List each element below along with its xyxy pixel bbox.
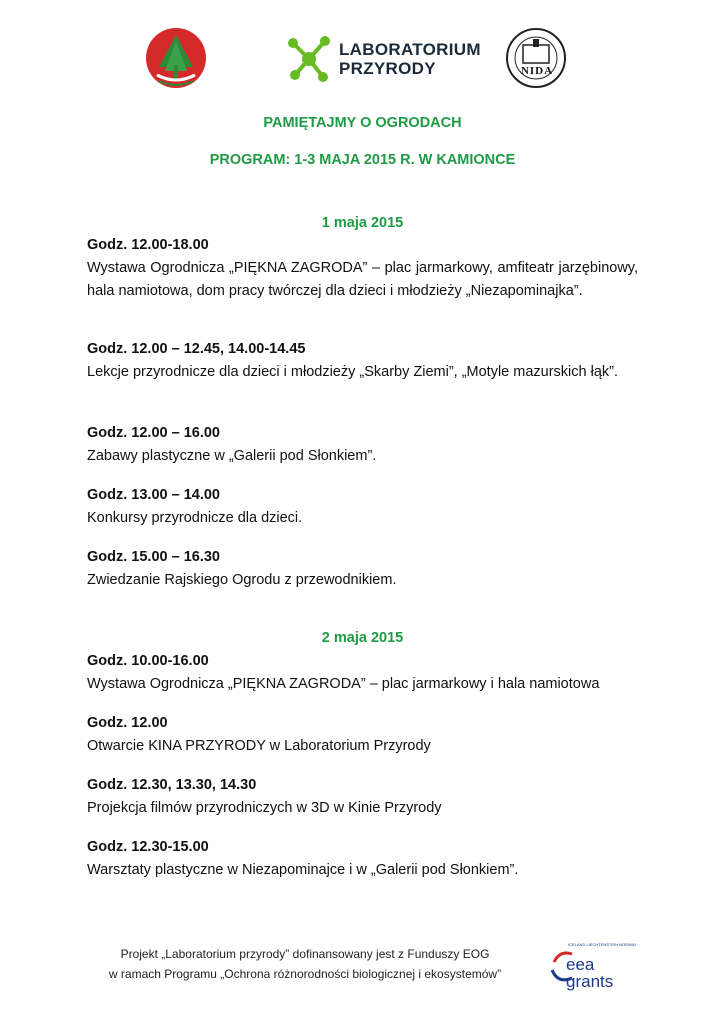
program-entry xyxy=(87,774,638,820)
entry-time: Godz. 10.00-16.00 xyxy=(87,653,209,669)
eea-word: eea xyxy=(566,955,595,974)
grants-word: grants xyxy=(566,972,614,991)
entry-description: Zabawy plastyczne w „Galerii pod Słonkiem”. xyxy=(87,448,377,464)
entry-description: Konkursy przyrodnicze dla dzieci. xyxy=(87,510,303,526)
entry-time: Godz. 12.30-15.00 xyxy=(87,839,209,855)
program-entry xyxy=(87,484,638,530)
eea-grants-logo xyxy=(548,940,637,991)
entry-time: Godz. 12.30, 13.30, 14.30 xyxy=(87,777,257,793)
program-subtitle: PROGRAM: 1-3 MAJA 2015 R. W KAMIONCE xyxy=(209,152,516,168)
entry-description: Wystawa Ogrodnicza „PIĘKNA ZAGRODA” – plac jarmarkowy, amfiteatr jarzębinowy, hala namiotowa, dom pracy twórczej dla dzieci i młodzieży „Niezapominajka”. xyxy=(87,260,638,299)
logo-line-1: LABORATORIUM xyxy=(339,40,481,59)
footer-note xyxy=(90,944,520,984)
program-entry xyxy=(87,546,638,592)
entry-description: Lekcje przyrodnicze dla dzieci i młodzieży „Skarby Ziemi”, „Motyle mazurskich łąk”. xyxy=(87,364,619,380)
program-entry xyxy=(87,422,638,468)
entry-description: Projekcja filmów przyrodniczych w 3D w Kinie Przyrody xyxy=(87,800,442,816)
program-entry xyxy=(87,234,638,303)
program-entry xyxy=(87,836,638,882)
entry-time: Godz. 12.00 – 16.00 xyxy=(87,425,220,441)
entry-description: Zwiedzanie Rajskiego Ogrodu z przewodnikiem. xyxy=(87,572,397,588)
page-title: PAMIĘTAJMY O OGRODACH xyxy=(263,115,462,131)
nida-label: NIDA xyxy=(520,65,554,77)
entry-description: Otwarcie KINA PRZYRODY w Laboratorium Przyrody xyxy=(87,738,431,754)
day-heading: 2 maja 2015 xyxy=(321,630,404,646)
entry-time: Godz. 12.00 – 12.45, 14.00-14.45 xyxy=(87,341,306,357)
nida-foundation-logo xyxy=(505,27,567,89)
entry-time: Godz. 15.00 – 16.30 xyxy=(87,549,220,565)
entry-time: Godz. 12.00 xyxy=(87,715,168,731)
entry-time: Godz. 12.00-18.00 xyxy=(87,237,209,253)
entry-description: Warsztaty plastyczne w Niezapominajce i w „Galerii pod Słonkiem”. xyxy=(87,862,519,878)
footer-line-2: w ramach Programu „Ochrona różnorodności biologicznej i ekosystemów” xyxy=(108,967,502,981)
entry-description: Wystawa Ogrodnicza „PIĘKNA ZAGRODA” – plac jarmarkowy i hala namiotowa xyxy=(87,676,600,692)
program-entry xyxy=(87,712,638,758)
park-logo xyxy=(145,27,207,89)
eea-countries: ICELAND LIECHTENSTEIN NORWAY xyxy=(568,942,637,947)
laboratorium-przyrody-logo xyxy=(285,33,481,85)
footer-line-1: Projekt „Laboratorium przyrody” dofinansowany jest z Funduszy EOG xyxy=(120,947,490,961)
program-entry xyxy=(87,338,638,384)
program-entry xyxy=(87,650,638,696)
logo-line-2: PRZYRODY xyxy=(339,59,436,78)
day-heading: 1 maja 2015 xyxy=(321,215,404,231)
molecule-icon xyxy=(285,33,333,85)
entry-time: Godz. 13.00 – 14.00 xyxy=(87,487,220,503)
